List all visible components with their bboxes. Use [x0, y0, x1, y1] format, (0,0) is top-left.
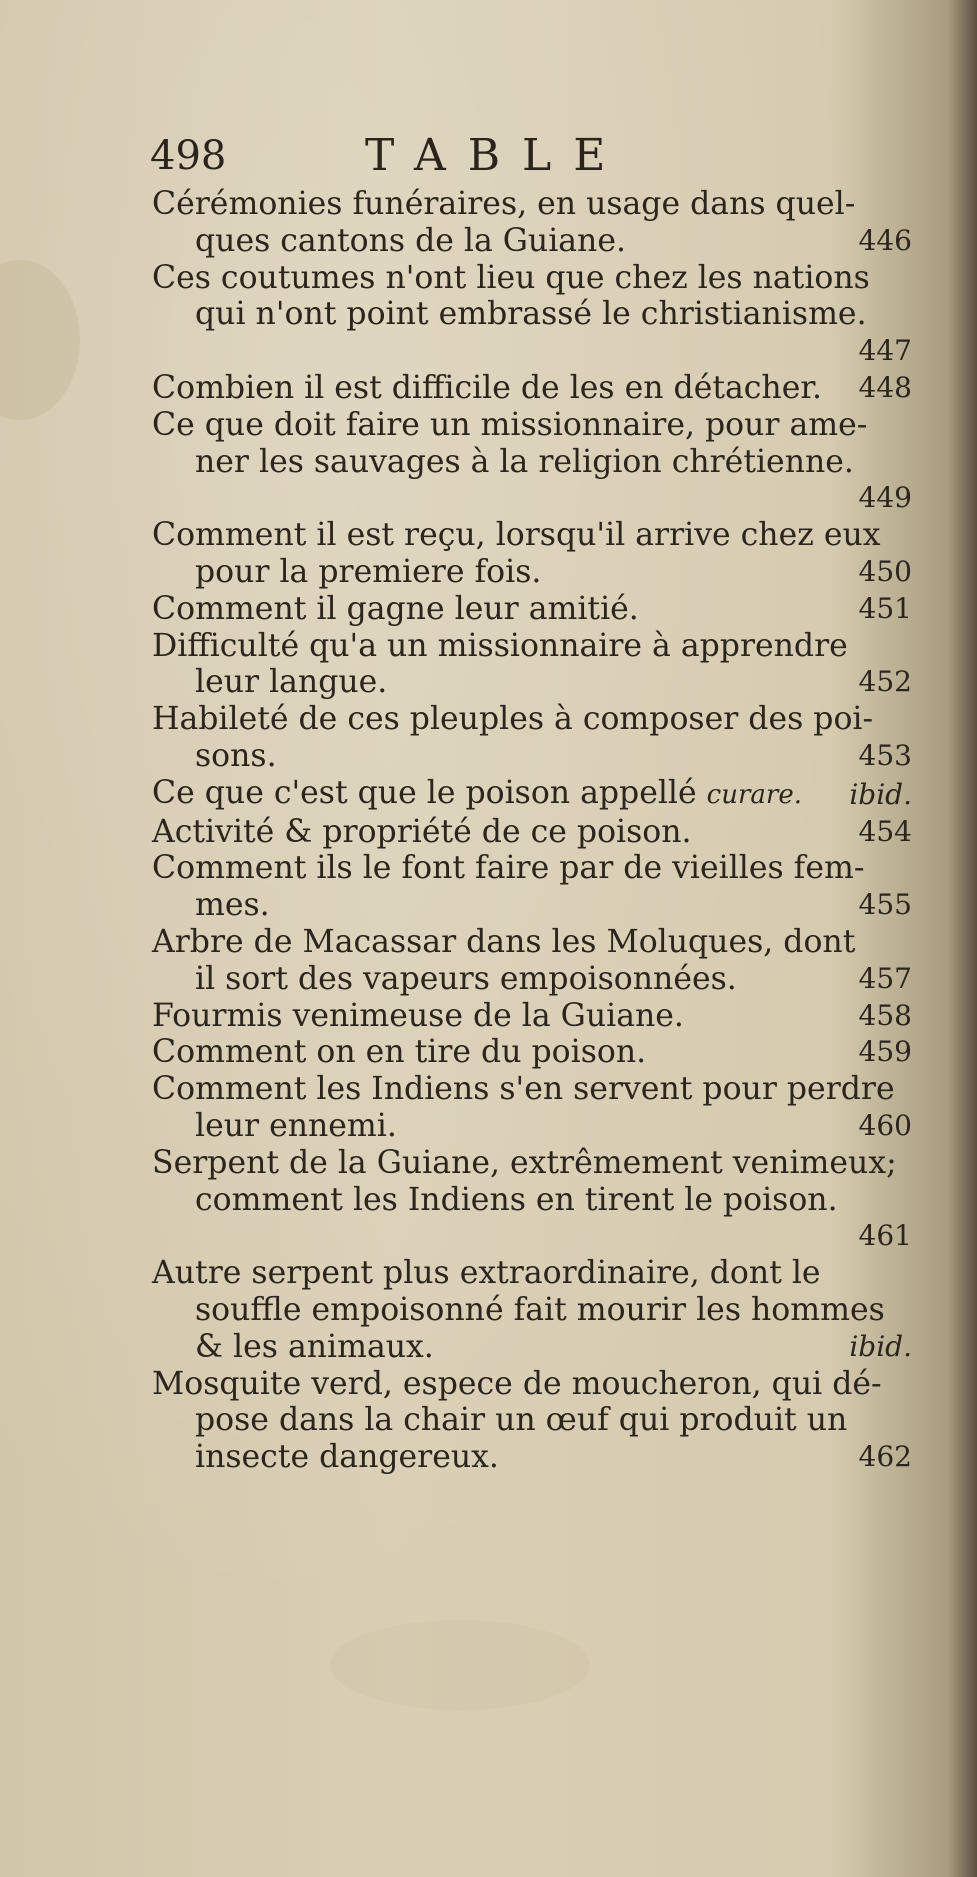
- entry-line: insecte dangereux.: [195, 1439, 499, 1476]
- entry-line: pose dans la chair un œuf qui produit un: [195, 1402, 848, 1439]
- entry-line: Fourmis venimeuse de la Guiane.: [152, 997, 684, 1034]
- entry-line: comment les Indiens en tirent le poison.: [195, 1181, 838, 1218]
- page-reference: 453: [858, 738, 912, 772]
- entry-line: ques cantons de la Guiane.: [195, 222, 627, 259]
- entry-line: Combien il est difficile de les en détacher.: [152, 369, 822, 406]
- entry-line: souffle empoisonné fait mourir les hommes: [195, 1291, 885, 1328]
- entry-line: Serpent de la Guiane, extrêmement venimeux;: [152, 1144, 897, 1181]
- entry-line: Arbre de Macassar dans les Moluques, dont: [152, 923, 856, 960]
- entry-line: Mosquite verd, espece de moucheron, qui dé-: [152, 1365, 882, 1402]
- table-entry: [152, 1034, 912, 1071]
- table-entry: [152, 998, 912, 1035]
- entry-line: ner les sauvages à la religion chrétienne.: [195, 443, 854, 480]
- entry-line: Comment les Indiens s'en servent pour perdre: [152, 1071, 895, 1108]
- paper-stain: [330, 1620, 590, 1710]
- running-title: TABLE: [365, 130, 628, 181]
- entry-line: Ces coutumes n'ont lieu que chez les nations: [152, 259, 870, 296]
- entry-line: Cérémonies funéraires, en usage dans quel-: [152, 186, 856, 222]
- entry-line: Difficulté qu'a un missionnaire à apprendre: [152, 627, 848, 664]
- page-reference: 449: [858, 481, 912, 515]
- page-reference: 459: [858, 1035, 912, 1069]
- page-reference: ibid.: [849, 777, 912, 811]
- table-entry: [152, 775, 912, 814]
- entry-line: Comment on en tire du poison.: [152, 1034, 647, 1071]
- page-reference: 454: [858, 814, 912, 848]
- table-entry: [152, 628, 912, 702]
- page-reference: 450: [858, 554, 912, 588]
- entry-line: Comment il gagne leur amitié.: [152, 590, 639, 627]
- table-entry: [152, 1255, 912, 1365]
- page-reference: ibid.: [849, 1329, 912, 1363]
- entry-italic-term: curare.: [706, 779, 802, 810]
- entry-line: Comment il est reçu, lorsqu'il arrive chez eux: [152, 517, 881, 554]
- entry-line: & les animaux.: [195, 1328, 434, 1365]
- page-reference: 462: [858, 1440, 912, 1474]
- page-number: 498: [150, 133, 227, 179]
- page-reference: 460: [858, 1108, 912, 1142]
- entry-line: leur ennemi.: [195, 1107, 397, 1144]
- table-entry: [152, 701, 912, 775]
- entry-line: Ce que doit faire un missionnaire, pour ame-: [152, 406, 868, 443]
- paper-stain: [0, 260, 80, 420]
- table-entry: [152, 1145, 912, 1255]
- table-entry: [152, 591, 912, 628]
- table-entry: [152, 814, 912, 851]
- page-reference: 448: [858, 370, 912, 404]
- entry-line: leur langue.: [195, 664, 388, 701]
- page-reference: 452: [858, 665, 912, 699]
- page-reference: 447: [858, 334, 912, 368]
- page-reference: 457: [858, 961, 912, 995]
- page-reference: 455: [858, 888, 912, 922]
- page-reference: 446: [858, 223, 912, 257]
- page-reference: 458: [858, 998, 912, 1032]
- table-entry: [152, 517, 912, 591]
- page-reference: 451: [858, 591, 912, 625]
- table-entry: [152, 1366, 912, 1476]
- entry-line: Ce que c'est que le poison appellé: [152, 774, 697, 811]
- table-entry: [152, 260, 912, 370]
- table-entry: [152, 407, 912, 517]
- entry-line: qui n'ont point embrassé le christianisme.: [195, 296, 867, 333]
- table-entries: [152, 186, 912, 1476]
- table-entry: [152, 186, 912, 260]
- table-entry: [152, 924, 912, 998]
- entry-line: Autre serpent plus extraordinaire, dont le: [152, 1255, 821, 1292]
- table-entry: [152, 1071, 912, 1145]
- entry-line: Activité & propriété de ce poison.: [152, 813, 692, 850]
- entry-line: Comment ils le font faire par de vieilles fem-: [152, 850, 865, 887]
- running-head: [150, 128, 770, 184]
- table-entry: [152, 850, 912, 924]
- table-entry: [152, 370, 912, 407]
- entry-line: pour la premiere fois.: [195, 553, 542, 590]
- entry-line: Habileté de ces pleuples à composer des poi-: [152, 701, 874, 738]
- page-reference: 461: [858, 1219, 912, 1253]
- entry-line: sons.: [195, 737, 277, 774]
- entry-line: mes.: [195, 887, 270, 924]
- entry-line: il sort des vapeurs empoisonnées.: [195, 960, 737, 997]
